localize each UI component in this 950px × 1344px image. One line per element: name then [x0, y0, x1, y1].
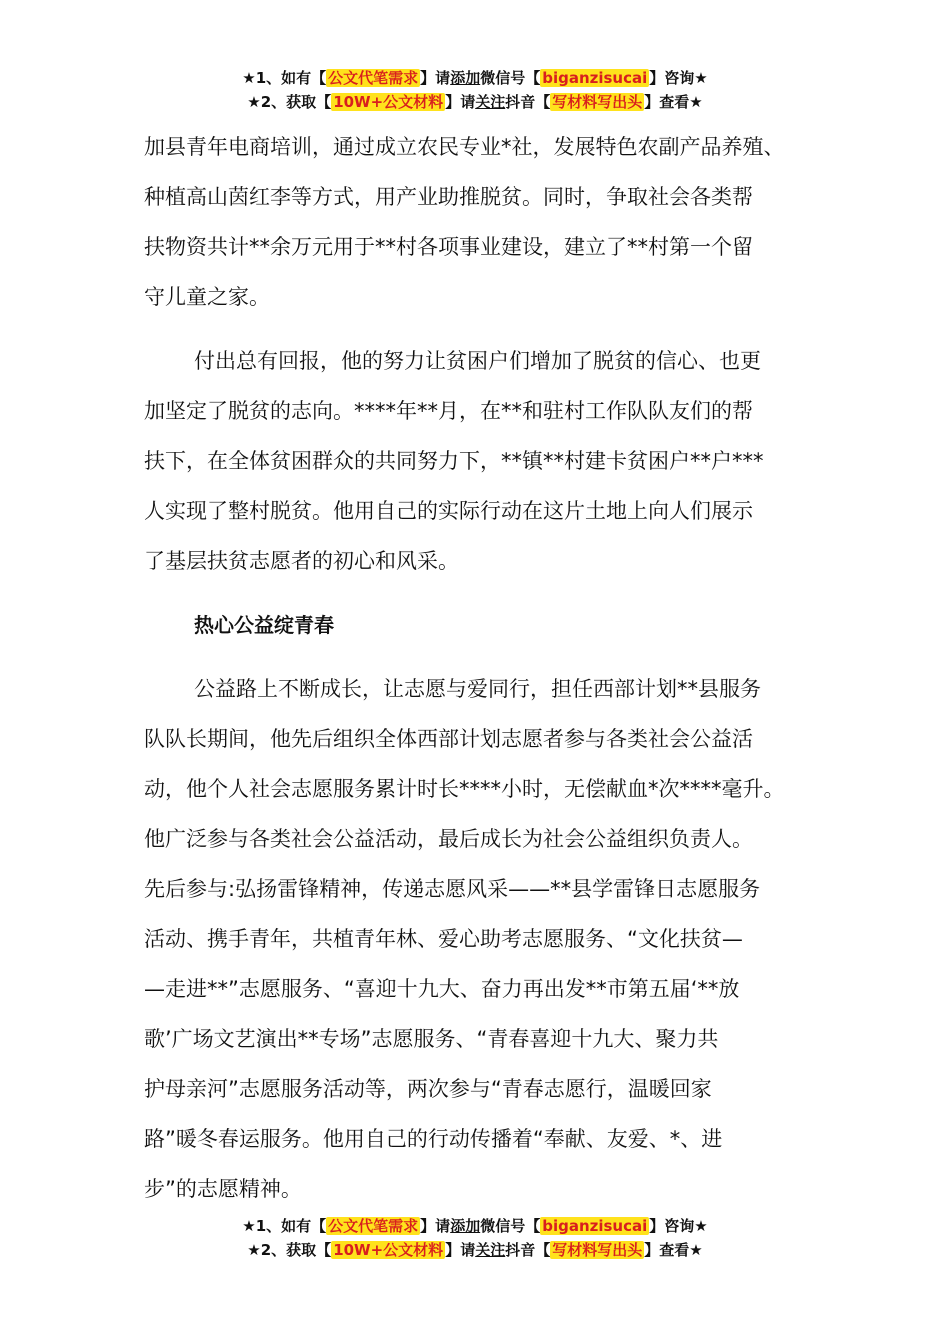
- banner-text: 】查看★: [644, 1241, 703, 1259]
- banner-line-1: [0, 66, 950, 90]
- banner-text: 】请: [420, 1217, 451, 1235]
- banner-line-2: [0, 1238, 950, 1262]
- text-line: 歌’广场文艺演出**专场”志愿服务、“青春喜迎十九大、聚力共: [144, 1027, 719, 1051]
- text-line: 路”暖冬春运服务。他用自己的行动传播着“奉献、友爱、*、进: [144, 1127, 723, 1151]
- section-heading: 热心公益绽青春: [194, 613, 334, 637]
- text-line: 种植高山茵红李等方式，用产业助推脱贫。同时，争取社会各类帮: [144, 185, 753, 209]
- text-line: 人实现了整村脱贫。他用自己的实际行动在这片土地上向人们展示: [144, 499, 753, 523]
- highlight-materials: 10W+公文材料: [333, 1241, 444, 1259]
- highlight-service: 公文代笔需求: [328, 69, 419, 87]
- paragraph-1: [144, 122, 824, 322]
- banner-text: ★1、如有【: [242, 69, 327, 87]
- text-line: 动，他个人社会志愿服务累计时长****小时，无偿献血*次****毫升。: [144, 777, 785, 801]
- banner-text: 抖音【: [505, 93, 551, 111]
- banner-text: ★2、获取【: [247, 93, 332, 111]
- banner-text: 】咨询★: [649, 69, 708, 87]
- highlight-service: 公文代笔需求: [328, 1217, 419, 1235]
- paragraph-2: [144, 336, 824, 586]
- underlined-text: 关注: [475, 1241, 506, 1259]
- paragraph-3: [144, 664, 824, 1214]
- banner-text: 】请: [420, 69, 451, 87]
- banner-text: ★1、如有【: [242, 1217, 327, 1235]
- text-line: 加县青年电商培训，通过成立农民专业*社，发展特色农副产品养殖、: [144, 135, 785, 159]
- text-line: 守儿童之家。: [144, 285, 270, 309]
- top-banner: [0, 66, 950, 114]
- banner-text: 】咨询★: [649, 1217, 708, 1235]
- underlined-text: 添加: [450, 1217, 481, 1235]
- text-line: 先后参与:弘扬雷锋精神，传递志愿风采——**县学雷锋日志愿服务: [144, 877, 761, 901]
- text-line: 活动、携手青年，共植青年林、爱心助考志愿服务、“文化扶贫—: [144, 927, 743, 951]
- text-line: 了基层扶贫志愿者的初心和风采。: [144, 549, 459, 573]
- highlight-materials: 10W+公文材料: [333, 93, 444, 111]
- highlight-wechat-id: biganzisucai: [542, 69, 648, 87]
- banner-text: 】请: [445, 1241, 476, 1259]
- highlight-douyin-id: 写材料写出头: [552, 93, 643, 111]
- text-line: —走进**”志愿服务、“喜迎十九大、奋力再出发**市第五届‘**放: [144, 977, 740, 1001]
- text-line: 队队长期间，他先后组织全体西部计划志愿者参与各类社会公益活: [144, 727, 753, 751]
- text-line: 护母亲河”志愿服务活动等，两次参与“青春志愿行，温暖回家: [144, 1077, 712, 1101]
- highlight-douyin-id: 写材料写出头: [552, 1241, 643, 1259]
- banner-text: 】请: [445, 93, 476, 111]
- text-line: 扶下，在全体贫困群众的共同努力下，**镇**村建卡贫困户**户***: [144, 449, 764, 473]
- banner-text: ★2、获取【: [247, 1241, 332, 1259]
- text-line: 公益路上不断成长，让志愿与爱同行，担任西部计划**县服务: [194, 677, 761, 701]
- banner-text: 】查看★: [644, 93, 703, 111]
- banner-text: 微信号【: [480, 69, 541, 87]
- text-line: 扶物资共计**余万元用于**村各项事业建设，建立了**村第一个留: [144, 235, 753, 259]
- banner-line-1: [0, 1214, 950, 1238]
- banner-text: 抖音【: [505, 1241, 551, 1259]
- text-line: 加坚定了脱贫的志向。****年**月，在**和驻村工作队队友们的帮: [144, 399, 753, 423]
- underlined-text: 添加: [450, 69, 481, 87]
- banner-line-2: [0, 90, 950, 114]
- bottom-banner: [0, 1214, 950, 1262]
- banner-text: 微信号【: [480, 1217, 541, 1235]
- document-body: [144, 122, 824, 1214]
- text-line: 他广泛参与各类社会公益活动，最后成长为社会公益组织负责人。: [144, 827, 753, 851]
- underlined-text: 关注: [475, 93, 506, 111]
- text-line: 付出总有回报，他的努力让贫困户们增加了脱贫的信心、也更: [194, 349, 761, 373]
- highlight-wechat-id: biganzisucai: [542, 1217, 648, 1235]
- text-line: 步”的志愿精神。: [144, 1177, 302, 1201]
